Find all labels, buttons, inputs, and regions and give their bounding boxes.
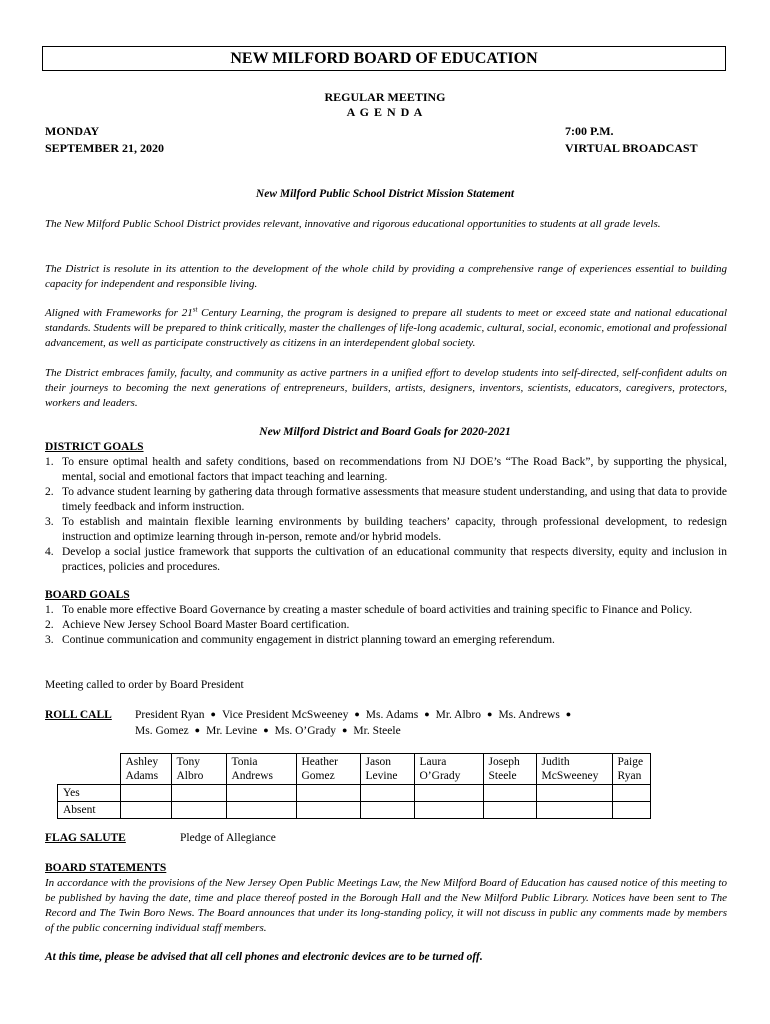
vote-cell — [612, 802, 650, 819]
roll-name: Ms. Gomez — [135, 725, 189, 737]
district-goals-title: DISTRICT GOALS — [45, 441, 144, 453]
mission-p3-rest: Century Learning, the program is designed to prepare all students to meet or exceed state and national educational standards. Students will be prepared to think critically, master the challenges of life-long academic, cultural, social, economic, emotional and professional advancement, as well as participate constructively as citizens in an interdependent global society. — [45, 307, 728, 349]
item-number: 4. — [45, 546, 54, 558]
member-first: Laura — [419, 756, 447, 768]
vote-cell — [483, 785, 536, 802]
vote-cell — [226, 802, 296, 819]
list-item — [45, 603, 727, 618]
item-text: To enable more effective Board Governance by creating a master schedule of board activities and training specific to Finance and Policy. — [62, 604, 693, 616]
list-item — [45, 545, 727, 575]
vote-cell — [171, 785, 226, 802]
vote-cell — [414, 785, 483, 802]
member-first: Joseph — [488, 756, 520, 768]
attendance-table — [57, 753, 651, 819]
list-item — [45, 633, 727, 648]
vote-cell — [120, 785, 171, 802]
member-last: McSweeney — [541, 770, 599, 782]
item-text: Achieve New Jersey School Board Master Board certification. — [62, 619, 350, 631]
vote-cell — [226, 785, 296, 802]
board-goals-title: BOARD GOALS — [45, 589, 130, 601]
bullet-icon: ● — [194, 725, 201, 735]
vote-cell — [171, 802, 226, 819]
item-text: Develop a social justice framework that supports the cultivation of an educational community that respects diversity, equity and inclusion in practices, policies and procedures. — [62, 546, 727, 573]
member-header — [226, 754, 296, 785]
roll-call-label: ROLL CALL — [45, 709, 112, 721]
member-header — [536, 754, 612, 785]
mission-p3-sup: st — [192, 305, 198, 314]
devices-notice: At this time, please be advised that all cell phones and electronic devices are to be turned off. — [45, 951, 483, 963]
bullet-icon: ● — [210, 709, 216, 719]
member-first: Ashley — [125, 756, 159, 768]
member-last: Steele — [488, 770, 517, 782]
member-last: Ryan — [617, 770, 642, 782]
mission-p3-start: Aligned with Frameworks for 21 — [45, 307, 193, 319]
member-last: Albro — [176, 770, 204, 782]
bullet-icon: ● — [487, 709, 493, 719]
member-header — [360, 754, 414, 785]
list-item — [45, 485, 727, 515]
item-number: 1. — [45, 456, 54, 468]
vote-cell — [414, 802, 483, 819]
member-first: Tony — [176, 756, 200, 768]
board-statements-text: In accordance with the provisions of the New Jersey Open Public Meetings Law, the New Milford Board of Education has caused notice of this meeting to be published by having the date, time and place thereof posted in the Borough Hall and the New Milford Public Library. Notices have been sent to The Record and The Twin Boro News. The Board announces that under its long-standing policy, it will not discuss in public any comments made by members of the public concerning individual staff members. — [45, 877, 727, 934]
item-number: 3. — [45, 634, 54, 646]
board-goals-list — [45, 603, 727, 648]
roll-name: Vice President McSweeney — [221, 709, 349, 721]
roll-call-line-2 — [135, 724, 735, 739]
bullet-icon: ● — [354, 709, 360, 719]
member-header — [296, 754, 360, 785]
member-first: Heather — [301, 756, 338, 768]
member-header — [120, 754, 171, 785]
mission-paragraph-4: The District embraces family, faculty, and community as active partners in a unified effort to develop students into self-directed, self-confident adults on their journeys to becoming the next generations of entrepreneurs, builders, artists, designers, inventors, scientists, educators, caregivers, protectors, workers and leaders. — [45, 367, 727, 409]
bullet-icon: ● — [341, 725, 348, 735]
member-last: Levine — [365, 770, 398, 782]
member-header — [414, 754, 483, 785]
mission-paragraph-2: The District is resolute in its attention to the development of the whole child by providing a comprehensive range of experiences essential to building capacity for independent and responsible living. — [45, 263, 727, 290]
bullet-icon: ● — [263, 725, 269, 735]
row-label: Absent — [58, 802, 121, 819]
table-corner — [58, 754, 121, 785]
meeting-location: VIRTUAL BROADCAST — [565, 141, 698, 155]
list-item — [45, 455, 727, 485]
member-last: Gomez — [301, 770, 335, 782]
item-number: 2. — [45, 486, 54, 498]
member-last: Andrews — [231, 770, 274, 782]
vote-cell — [120, 802, 171, 819]
item-number: 1. — [45, 604, 54, 616]
roll-name: Ms. Andrews — [498, 709, 560, 721]
meeting-time-block — [565, 123, 698, 157]
page-title: NEW MILFORD BOARD OF EDUCATION — [42, 46, 726, 71]
roll-name: Mr. Albro — [435, 709, 482, 721]
vote-cell — [296, 785, 360, 802]
table-row — [58, 802, 651, 819]
agenda-heading: A G E N D A — [346, 105, 424, 119]
flag-salute-text: Pledge of Allegiance — [180, 832, 276, 844]
item-text: To advance student learning by gathering data through formative assessments that measure student understanding, and using that data to provide timely feedback and inform instruction. — [62, 486, 727, 513]
member-header — [612, 754, 650, 785]
mission-paragraph-3 — [45, 306, 727, 351]
row-label: Yes — [58, 785, 121, 802]
roll-name: Mr. Levine — [206, 725, 258, 737]
vote-cell — [296, 802, 360, 819]
vote-cell — [360, 802, 414, 819]
mission-heading: New Milford Public School District Mission Statement — [255, 188, 515, 200]
list-item — [45, 618, 727, 633]
member-last: O’Grady — [419, 770, 461, 782]
member-header — [483, 754, 536, 785]
goals-heading: New Milford District and Board Goals for 2020-2021 — [259, 426, 511, 438]
member-first: Judith — [541, 756, 570, 768]
item-number: 2. — [45, 619, 54, 631]
district-goals-list — [45, 455, 727, 575]
table-header-row — [58, 754, 651, 785]
roll-call-line-1 — [135, 708, 735, 723]
vote-cell — [360, 785, 414, 802]
item-number: 3. — [45, 516, 54, 528]
meeting-date: SEPTEMBER 21, 2020 — [45, 141, 165, 155]
list-item — [45, 515, 727, 545]
table-row — [58, 785, 651, 802]
item-text: To establish and maintain flexible learning environments by building teachers’ capacity, through professional development, to redesign instruction and optimize learning through in-person, remote and/or hybrid models. — [62, 516, 727, 543]
roll-name: President Ryan — [135, 709, 205, 721]
bullet-icon: ● — [565, 709, 572, 719]
mission-paragraph-1: The New Milford Public School District provides relevant, innovative and rigorous educational opportunities to students at all grade levels. — [45, 218, 661, 230]
roll-name: Ms. Adams — [365, 709, 419, 721]
item-text: To ensure optimal health and safety conditions, based on recommendations from NJ DOE’s “The Road Back”, by supporting the physical, mental, social and emotional factors that impact teaching and learning. — [62, 456, 727, 483]
meeting-time: 7:00 P.M. — [565, 124, 614, 138]
roll-name: Mr. Steele — [353, 725, 401, 737]
member-header — [171, 754, 226, 785]
meeting-date-block — [45, 123, 164, 157]
roll-name: Ms. O’Grady — [274, 725, 336, 737]
vote-cell — [483, 802, 536, 819]
flag-salute-label: FLAG SALUTE — [45, 832, 126, 844]
meeting-type: REGULAR MEETING — [324, 90, 446, 104]
member-last: Adams — [125, 770, 159, 782]
board-statements-title: BOARD STATEMENTS — [45, 862, 167, 874]
called-to-order: Meeting called to order by Board President — [45, 679, 244, 691]
vote-cell — [612, 785, 650, 802]
meeting-day: MONDAY — [45, 124, 100, 138]
vote-cell — [536, 802, 612, 819]
vote-cell — [536, 785, 612, 802]
member-first: Tonia — [231, 756, 258, 768]
member-first: Jason — [365, 756, 392, 768]
member-first: Paige — [617, 756, 644, 768]
item-text: Continue communication and community engagement in district planning toward an emerging referendum. — [62, 634, 555, 646]
bullet-icon: ● — [424, 709, 430, 719]
